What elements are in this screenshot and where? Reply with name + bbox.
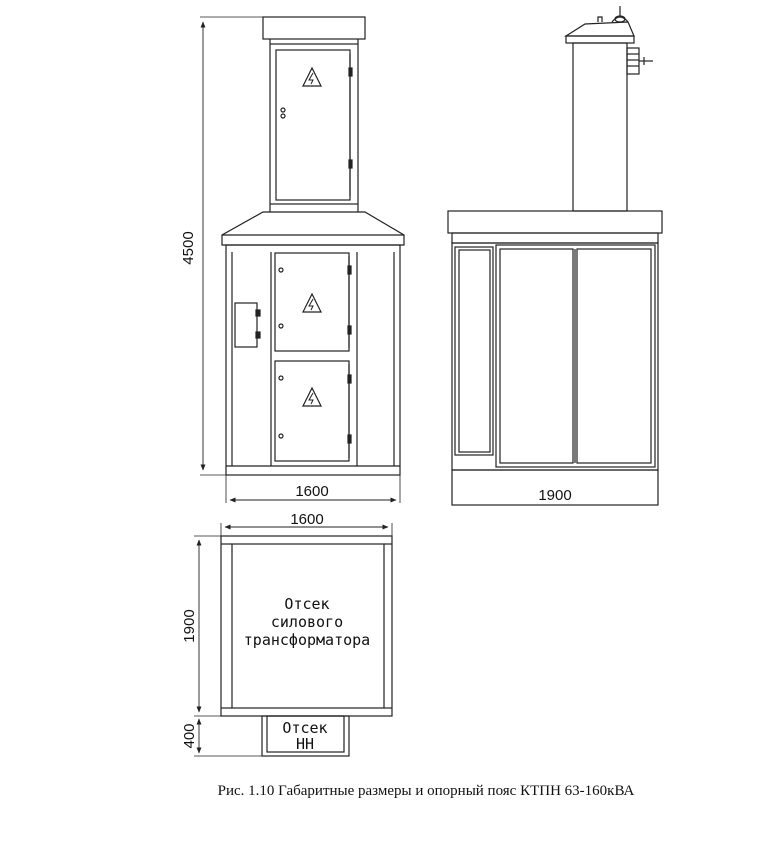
- figure-caption: Рис. 1.10 Габаритные размеры и опорный пояс КТПН 63-160кВА: [217, 783, 635, 799]
- transformer-label-line2: силового: [270, 613, 344, 631]
- warning-icon: [303, 388, 321, 406]
- plan-ext-label: 400: [181, 723, 198, 749]
- middle-door: [275, 253, 349, 351]
- bushing-icon: [627, 48, 653, 74]
- side-panel: [235, 303, 257, 347]
- plan-depth-label: 1900: [181, 609, 198, 643]
- warning-icon: [303, 68, 321, 86]
- front-width-label: 1600: [295, 483, 329, 500]
- height-label: 4500: [180, 231, 197, 265]
- upper-door: [276, 50, 350, 200]
- side-panel: [455, 247, 493, 455]
- warning-icon: [303, 294, 321, 312]
- side-view: [448, 6, 662, 505]
- lv-label-line2: НН: [295, 735, 315, 753]
- plan-width-label: 1600: [290, 511, 324, 528]
- lower-door: [275, 361, 349, 461]
- transformer-label-line1: Отсек: [284, 595, 330, 613]
- transformer-label-line3: трансформатора: [243, 631, 371, 649]
- front-view: [222, 17, 404, 475]
- side-width-label: 1900: [538, 487, 572, 504]
- lv-label-line1: Отсек: [282, 719, 328, 737]
